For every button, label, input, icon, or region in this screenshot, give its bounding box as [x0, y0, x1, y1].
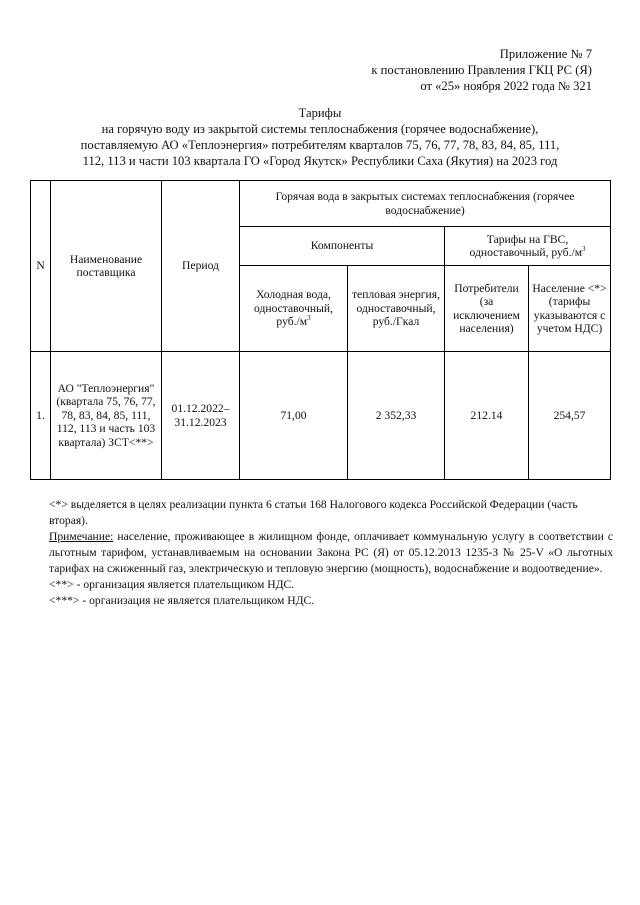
- cell-consumers: 212.14: [445, 352, 529, 480]
- footnote-2: <**> - организация является плательщиком НДС.: [49, 578, 295, 591]
- cell-n: 1.: [31, 352, 51, 480]
- cell-period: 01.12.2022– 31.12.2023: [162, 352, 240, 480]
- cell-population: 254,57: [529, 352, 611, 480]
- header-population: Население <*> (тарифы указываются с учетом НДС): [529, 266, 611, 352]
- footnote-1: <*> выделяется в целях реализации пункта 6 статьи 168 Налогового кодекса Российской Федерации (часть вторая).: [49, 498, 578, 527]
- footnote-remark: [49, 529, 613, 577]
- title-line-3: 112, 113 и части 103 квартала ГО «Город Якутск» Республики Саха (Якутия) на 2023 год: [82, 154, 558, 168]
- header-hot-water-group: Горячая вода в закрытых системах теплоснабжения (горячее водоснабжение): [240, 181, 611, 227]
- cell-heat-energy: 2 352,33: [348, 352, 445, 480]
- header-consumers: Потребители (за исключением населения): [445, 266, 529, 352]
- table-row: [31, 352, 611, 480]
- header-period: Период: [162, 181, 240, 352]
- header-cold-water: Холодная вода, одноставочный, $руб./м^3$: [240, 266, 348, 352]
- appendix-line-3: от «25» ноября 2022 года № 321: [420, 79, 592, 93]
- header-heat-energy: тепловая энергия, одноставочный, руб./Гкал: [348, 266, 445, 352]
- footnote-3: <***> - организация не является плательщиком НДС.: [49, 594, 315, 607]
- appendix-line-2: к постановлению Правления ГКЦ РС (Я): [371, 63, 592, 77]
- title-line-1: на горячую воду из закрытой системы теплоснабжения (горячее водоснабжение),: [101, 122, 539, 136]
- remark-text: население, проживающее в жилищном фонде, оплачивает коммунальную услугу в соответствии с льготным тарифом, устанавливаемым на основании Закона РС (Я) от 05.12.2013 1235-З № 25-V «О льготных тарифах на сжиженный газ, электрическую и тепловую энергию (мощность), водоснабжение и водоотведение».: [49, 530, 613, 575]
- header-supplier: Наименование поставщика: [51, 181, 162, 352]
- cell-cold-water: 71,00: [240, 352, 348, 480]
- header-n: N: [31, 181, 51, 352]
- title-heading: Тарифы: [298, 106, 342, 120]
- appendix-line-1: Приложение № 7: [499, 47, 592, 61]
- document-title: [30, 105, 610, 169]
- appendix-header: [192, 46, 592, 94]
- footnotes: [49, 497, 613, 609]
- title-line-2: поставляемую АО «Теплоэнергия» потребителям кварталов 75, 76, 77, 78, 83, 84, 85, 111,: [80, 138, 560, 152]
- tariff-table: [30, 180, 611, 480]
- remark-label: Примечание:: [49, 530, 114, 543]
- cell-supplier: АО "Теплоэнергия" (квартала 75, 76, 77, 78, 83, 84, 85, 111, 112, 113 и часть 103 квартала) ЗСТ<**>: [51, 352, 162, 480]
- header-gvs-tariffs: Тарифы на ГВС, одноставочный, $руб./м^3$: [445, 227, 611, 266]
- header-components: Компоненты: [240, 227, 445, 266]
